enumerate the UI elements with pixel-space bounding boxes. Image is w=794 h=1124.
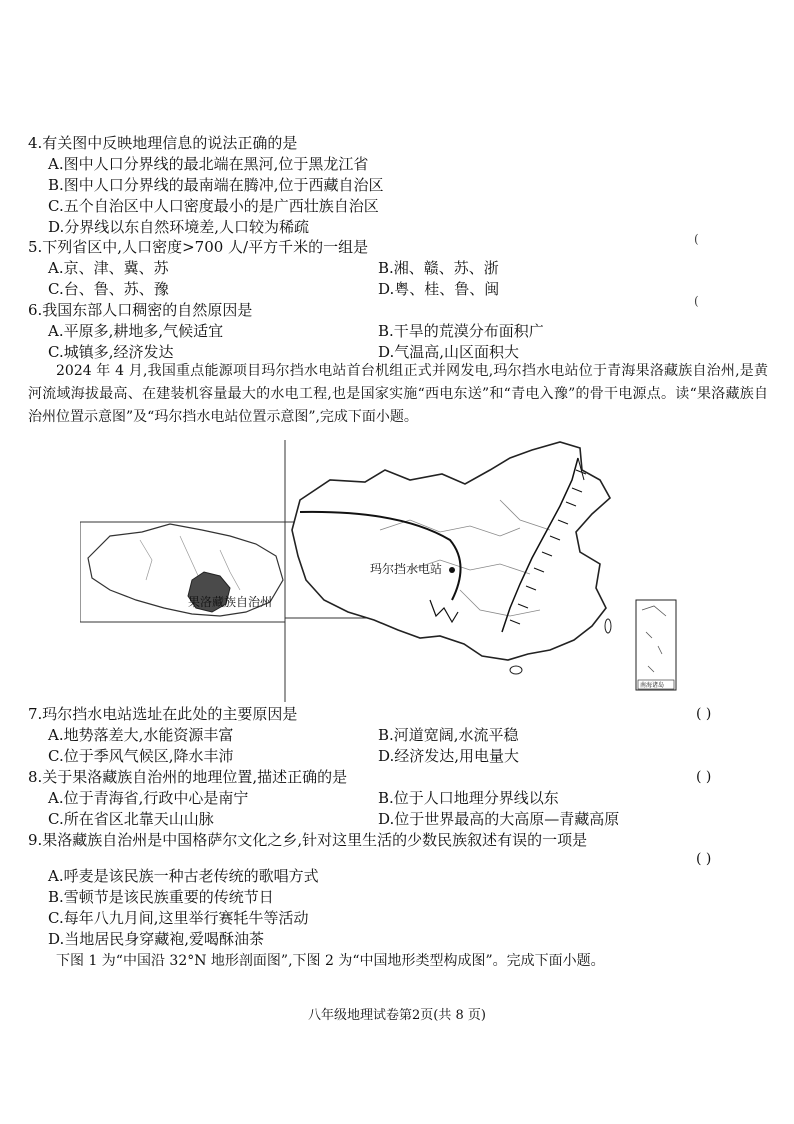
south-china-sea-label: 南海诸岛 bbox=[640, 682, 665, 689]
q5-stem: 5.下列省区中,人口密度>700 人/平方千米的一组是 bbox=[28, 238, 369, 256]
q9-option-d[interactable]: D.当地居民身穿藏袍,爱喝酥油茶 bbox=[48, 930, 265, 948]
station-marker bbox=[449, 567, 455, 573]
q7-answer-paren[interactable]: ( ) bbox=[696, 706, 712, 722]
q8-option-d[interactable]: D.位于世界最高的大高原—青藏高原 bbox=[378, 810, 620, 828]
q7-option-c[interactable]: C.位于季风气候区,降水丰沛 bbox=[48, 747, 234, 765]
q6-option-a[interactable]: A.平原多,耕地多,气候适宜 bbox=[48, 322, 224, 340]
q4-option-c[interactable]: C.五个自治区中人口密度最小的是广西壮族自治区 bbox=[48, 197, 379, 215]
guoluo-prefecture-label: 果洛藏族自治州 bbox=[188, 595, 273, 609]
intro-paragraph-1: 2024 年 4 月,我国重点能源项目玛尔挡水电站首台机组正式并网发电,玛尔挡水电站位于青海果洛藏族自治州,是黄河流域海拔最高、在建装机容量最大的水电工程,也是国家实施“西电东送”和“青电入豫”的骨干电源点。读“果洛藏族自治州位置示意图”及“玛尔挡水电站位置示意图”,完成下面小题。 bbox=[28, 363, 768, 425]
q8-option-c[interactable]: C.所在省区北靠天山山脉 bbox=[48, 810, 214, 828]
q6-option-c[interactable]: C.城镇多,经济发达 bbox=[48, 343, 174, 361]
q5-option-b[interactable]: B.湘、赣、苏、浙 bbox=[378, 259, 499, 277]
q8-stem: 8.关于果洛藏族自治州的地理位置,描述正确的是 bbox=[28, 768, 348, 786]
q4-option-d[interactable]: D.分界线以东自然环境差,人口较为稀疏 bbox=[48, 218, 310, 236]
intro-paragraph-2: 下图 1 为“中国沿 32°N 地形剖面图”,下图 2 为“中国地形类型构成图”。完成下面小题。 bbox=[56, 953, 605, 969]
q6-option-b[interactable]: B.干旱的荒漠分布面积广 bbox=[378, 322, 544, 340]
q6-option-d[interactable]: D.气温高,山区面积大 bbox=[378, 343, 520, 361]
taiwan-island bbox=[605, 619, 611, 633]
q9-option-a[interactable]: A.呼麦是该民族一种古老传统的歌唱方式 bbox=[48, 867, 319, 885]
q9-answer-paren[interactable]: ( ) bbox=[696, 851, 712, 867]
q7-option-d[interactable]: D.经济发达,用电量大 bbox=[378, 747, 520, 765]
station-label: 玛尔挡水电站 bbox=[370, 562, 443, 576]
q5-option-a[interactable]: A.京、津、冀、苏 bbox=[48, 259, 169, 277]
q8-option-a[interactable]: A.位于青海省,行政中心是南宁 bbox=[48, 789, 249, 807]
q4-option-a[interactable]: A.图中人口分界线的最北端在黑河,位于黑龙江省 bbox=[48, 155, 369, 173]
china-map bbox=[292, 442, 611, 674]
hainan-island bbox=[510, 666, 522, 674]
q7-stem: 7.玛尔挡水电站选址在此处的主要原因是 bbox=[28, 705, 298, 723]
page-footer: 八年级地理试卷第2页(共 8 页) bbox=[308, 1008, 486, 1023]
q4-option-b[interactable]: B.图中人口分界线的最南端在腾冲,位于西藏自治区 bbox=[48, 176, 384, 194]
q5-option-d[interactable]: D.粤、桂、鲁、闽 bbox=[378, 280, 500, 298]
q6-answer-paren: ( bbox=[694, 294, 699, 308]
q5-option-c[interactable]: C.台、鲁、苏、豫 bbox=[48, 280, 169, 298]
q9-stem: 9.果洛藏族自治州是中国格萨尔文化之乡,针对这里生活的少数民族叙述有误的一项是 bbox=[28, 831, 588, 849]
q8-option-b[interactable]: B.位于人口地理分界线以东 bbox=[378, 789, 559, 807]
q4-stem: 4.有关图中反映地理信息的说法正确的是 bbox=[28, 134, 298, 152]
q9-option-b[interactable]: B.雪顿节是该民族重要的传统节日 bbox=[48, 888, 274, 906]
q9-option-c[interactable]: C.每年八九月间,这里举行赛牦牛等活动 bbox=[48, 909, 309, 927]
q7-option-a[interactable]: A.地势落差大,水能资源丰富 bbox=[48, 726, 234, 744]
q8-answer-paren[interactable]: ( ) bbox=[696, 769, 712, 785]
south-china-sea-inset bbox=[636, 600, 676, 690]
q7-option-b[interactable]: B.河道宽阔,水流平稳 bbox=[378, 726, 519, 744]
q5-answer-paren: ( bbox=[694, 232, 699, 246]
q6-stem: 6.我国东部人口稠密的自然原因是 bbox=[28, 301, 253, 319]
location-map-figure bbox=[80, 440, 680, 702]
